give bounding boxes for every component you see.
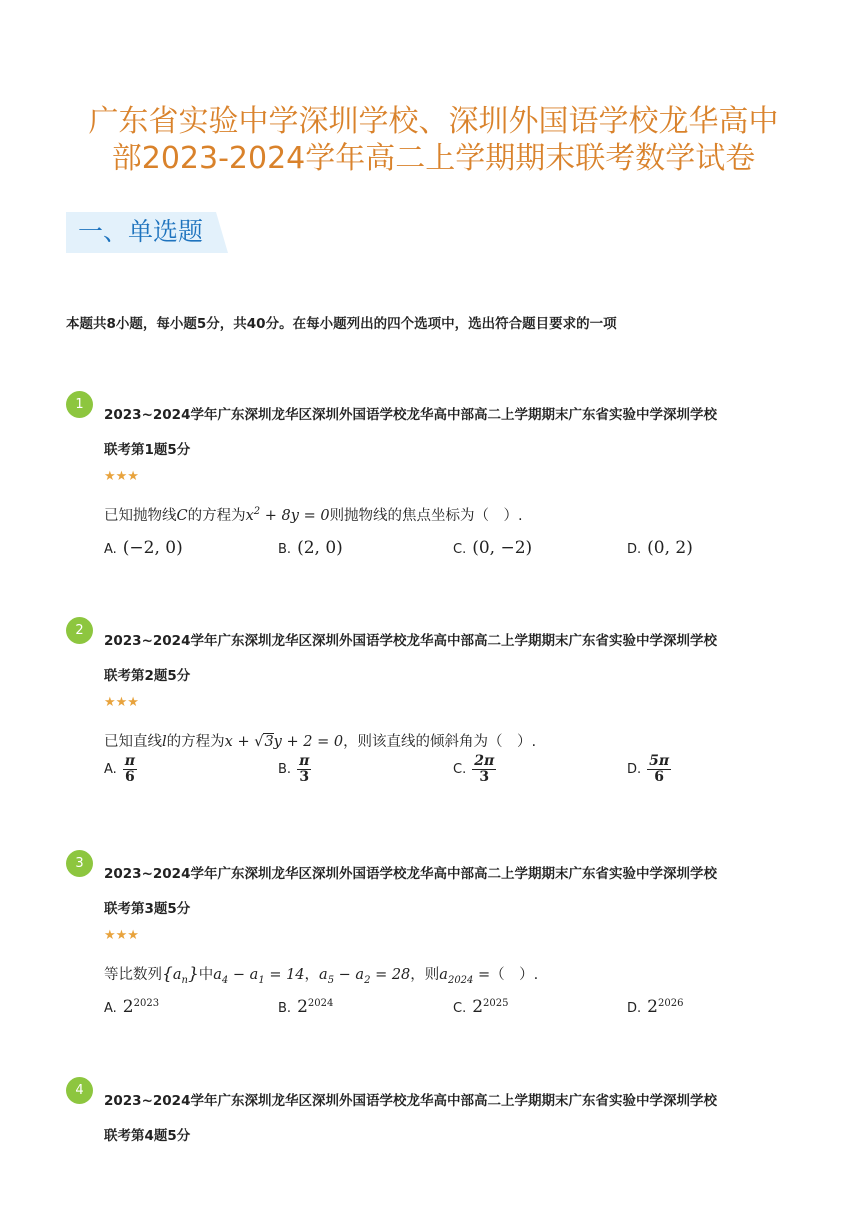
question-source — [104, 857, 794, 927]
question-number-badge: 4 — [66, 1077, 93, 1104]
exam-title-line1: 广东省实验中学深圳学校、深圳外国语学校龙华高中 — [88, 104, 779, 139]
option-exponent: 2025 — [483, 998, 509, 1010]
option-fraction: $\frac{2\pi}{3}$ — [474, 753, 495, 785]
option-c[interactable]: C. (0, −2) — [453, 538, 533, 558]
question-number-badge: 2 — [66, 617, 93, 644]
option-base: 2 — [122, 997, 134, 1017]
option-b[interactable]: B. (2, 0) — [278, 538, 343, 558]
question-stem — [104, 963, 538, 986]
question-source-line2: 联考第2题5分 — [104, 668, 191, 684]
stem-separator: ， — [304, 967, 320, 983]
question-source-line1: 2023~2024学年广东深圳龙华区深圳外国语学校龙华高中部高二上学期期末广东省实验中学深圳学校 — [104, 407, 717, 423]
option-b[interactable]: B. $\frac{\pi}{3}$ — [278, 753, 310, 785]
exam-title-line2: 部2023-2024学年高二上学期期末联考数学试卷 — [111, 141, 756, 176]
question-source — [104, 398, 794, 468]
stem-text-mid: 的方程为 — [187, 508, 246, 524]
option-exponent: 2026 — [657, 998, 684, 1010]
question-source-line1: 2023~2024学年广东深圳龙华区深圳外国语学校龙华高中部高二上学期期末广东省实验中学深圳学校 — [104, 866, 717, 882]
option-a[interactable]: A. $2^{2023}$ — [104, 997, 160, 1017]
difficulty-stars: ★★★ — [104, 695, 139, 710]
section-title: 一、单选题 — [78, 217, 204, 246]
option-fraction: $\frac{\pi}{6}$ — [124, 753, 136, 785]
answer-options — [104, 997, 804, 1027]
option-value: (0, 2) — [647, 538, 693, 558]
option-value: (−2, 0) — [122, 538, 183, 558]
difficulty-stars: ★★★ — [104, 469, 139, 484]
stem-equation-2: $a_5 - a_2 = 28$ — [319, 967, 411, 986]
option-base: 2 — [472, 997, 484, 1017]
question-source-line2: 联考第1题5分 — [104, 442, 191, 458]
stem-equation: $x^2 + 8y = 0$ — [245, 506, 330, 524]
answer-options — [104, 538, 804, 568]
stem-text-suffix: 则抛物线的焦点坐标为（ ）. — [329, 508, 523, 524]
question-source-line1: 2023~2024学年广东深圳龙华区深圳外国语学校龙华高中部高二上学期期末广东省实验中学深圳学校 — [104, 633, 717, 649]
option-exponent: 2023 — [133, 998, 160, 1010]
question-source-line2: 联考第4题5分 — [104, 1128, 191, 1144]
option-d[interactable]: D. $2^{2026}$ — [627, 997, 684, 1017]
stem-variable: C — [176, 508, 188, 524]
question-stem — [104, 730, 536, 751]
stem-equation: x + √3y + 2 = 0 — [224, 734, 344, 750]
stem-text-suffix: （ ）. — [490, 967, 539, 983]
exam-title — [0, 103, 867, 177]
option-c[interactable]: C. $2^{2025}$ — [453, 997, 509, 1017]
stem-text-prefix: 已知抛物线 — [104, 508, 177, 524]
difficulty-stars: ★★★ — [104, 928, 139, 943]
question-source — [104, 624, 794, 694]
option-base: 2 — [647, 997, 658, 1017]
option-c[interactable]: C. $\frac{2\pi}{3}$ — [453, 753, 495, 785]
option-b[interactable]: B. $2^{2024}$ — [278, 997, 334, 1017]
option-a[interactable]: A. (−2, 0) — [104, 538, 183, 558]
stem-text-mid: 中 — [198, 967, 214, 983]
question-1 — [66, 391, 796, 571]
question-2 — [66, 617, 796, 807]
option-fraction: $\frac{5\pi}{6}$ — [649, 753, 670, 785]
stem-text-mid: 的方程为 — [166, 734, 225, 750]
option-fraction: $\frac{\pi}{3}$ — [299, 753, 310, 785]
stem-target: $a_{2024}$ = — [439, 967, 491, 986]
option-a[interactable]: A. $\frac{\pi}{6}$ — [104, 753, 136, 785]
stem-sequence: $\{a_n\}$ — [162, 964, 199, 986]
stem-text-prefix: 已知直线 — [104, 734, 162, 750]
answer-options — [104, 754, 804, 796]
stem-then: ，则 — [410, 967, 440, 983]
question-source-line2: 联考第3题5分 — [104, 901, 191, 917]
stem-equation-1: $a_4 - a_1 = 14$ — [213, 967, 305, 986]
question-3 — [66, 850, 796, 1030]
section-instruction: 本题共8小题，每小题5分，共40分。在每小题列出的四个选项中，选出符合题目要求的一项 — [66, 316, 617, 332]
stem-text-suffix: ，则该直线的倾斜角为（ ）. — [343, 734, 537, 750]
option-d[interactable]: D. (0, 2) — [627, 538, 693, 558]
option-value: (2, 0) — [297, 538, 343, 558]
question-4 — [66, 1077, 796, 1157]
question-source — [104, 1084, 794, 1154]
option-base: 2 — [297, 997, 308, 1017]
question-source-line1: 2023~2024学年广东深圳龙华区深圳外国语学校龙华高中部高二上学期期末广东省实验中学深圳学校 — [104, 1093, 717, 1109]
question-number-badge: 3 — [66, 850, 93, 877]
section-banner — [66, 212, 228, 253]
stem-text-prefix: 等比数列 — [104, 967, 162, 983]
option-exponent: 2024 — [307, 998, 334, 1010]
option-value: (0, −2) — [472, 538, 533, 558]
stem-variable: l — [162, 734, 167, 750]
question-number-badge: 1 — [66, 391, 93, 418]
option-d[interactable]: D. $\frac{5\pi}{6}$ — [627, 753, 670, 785]
question-stem — [104, 504, 523, 525]
